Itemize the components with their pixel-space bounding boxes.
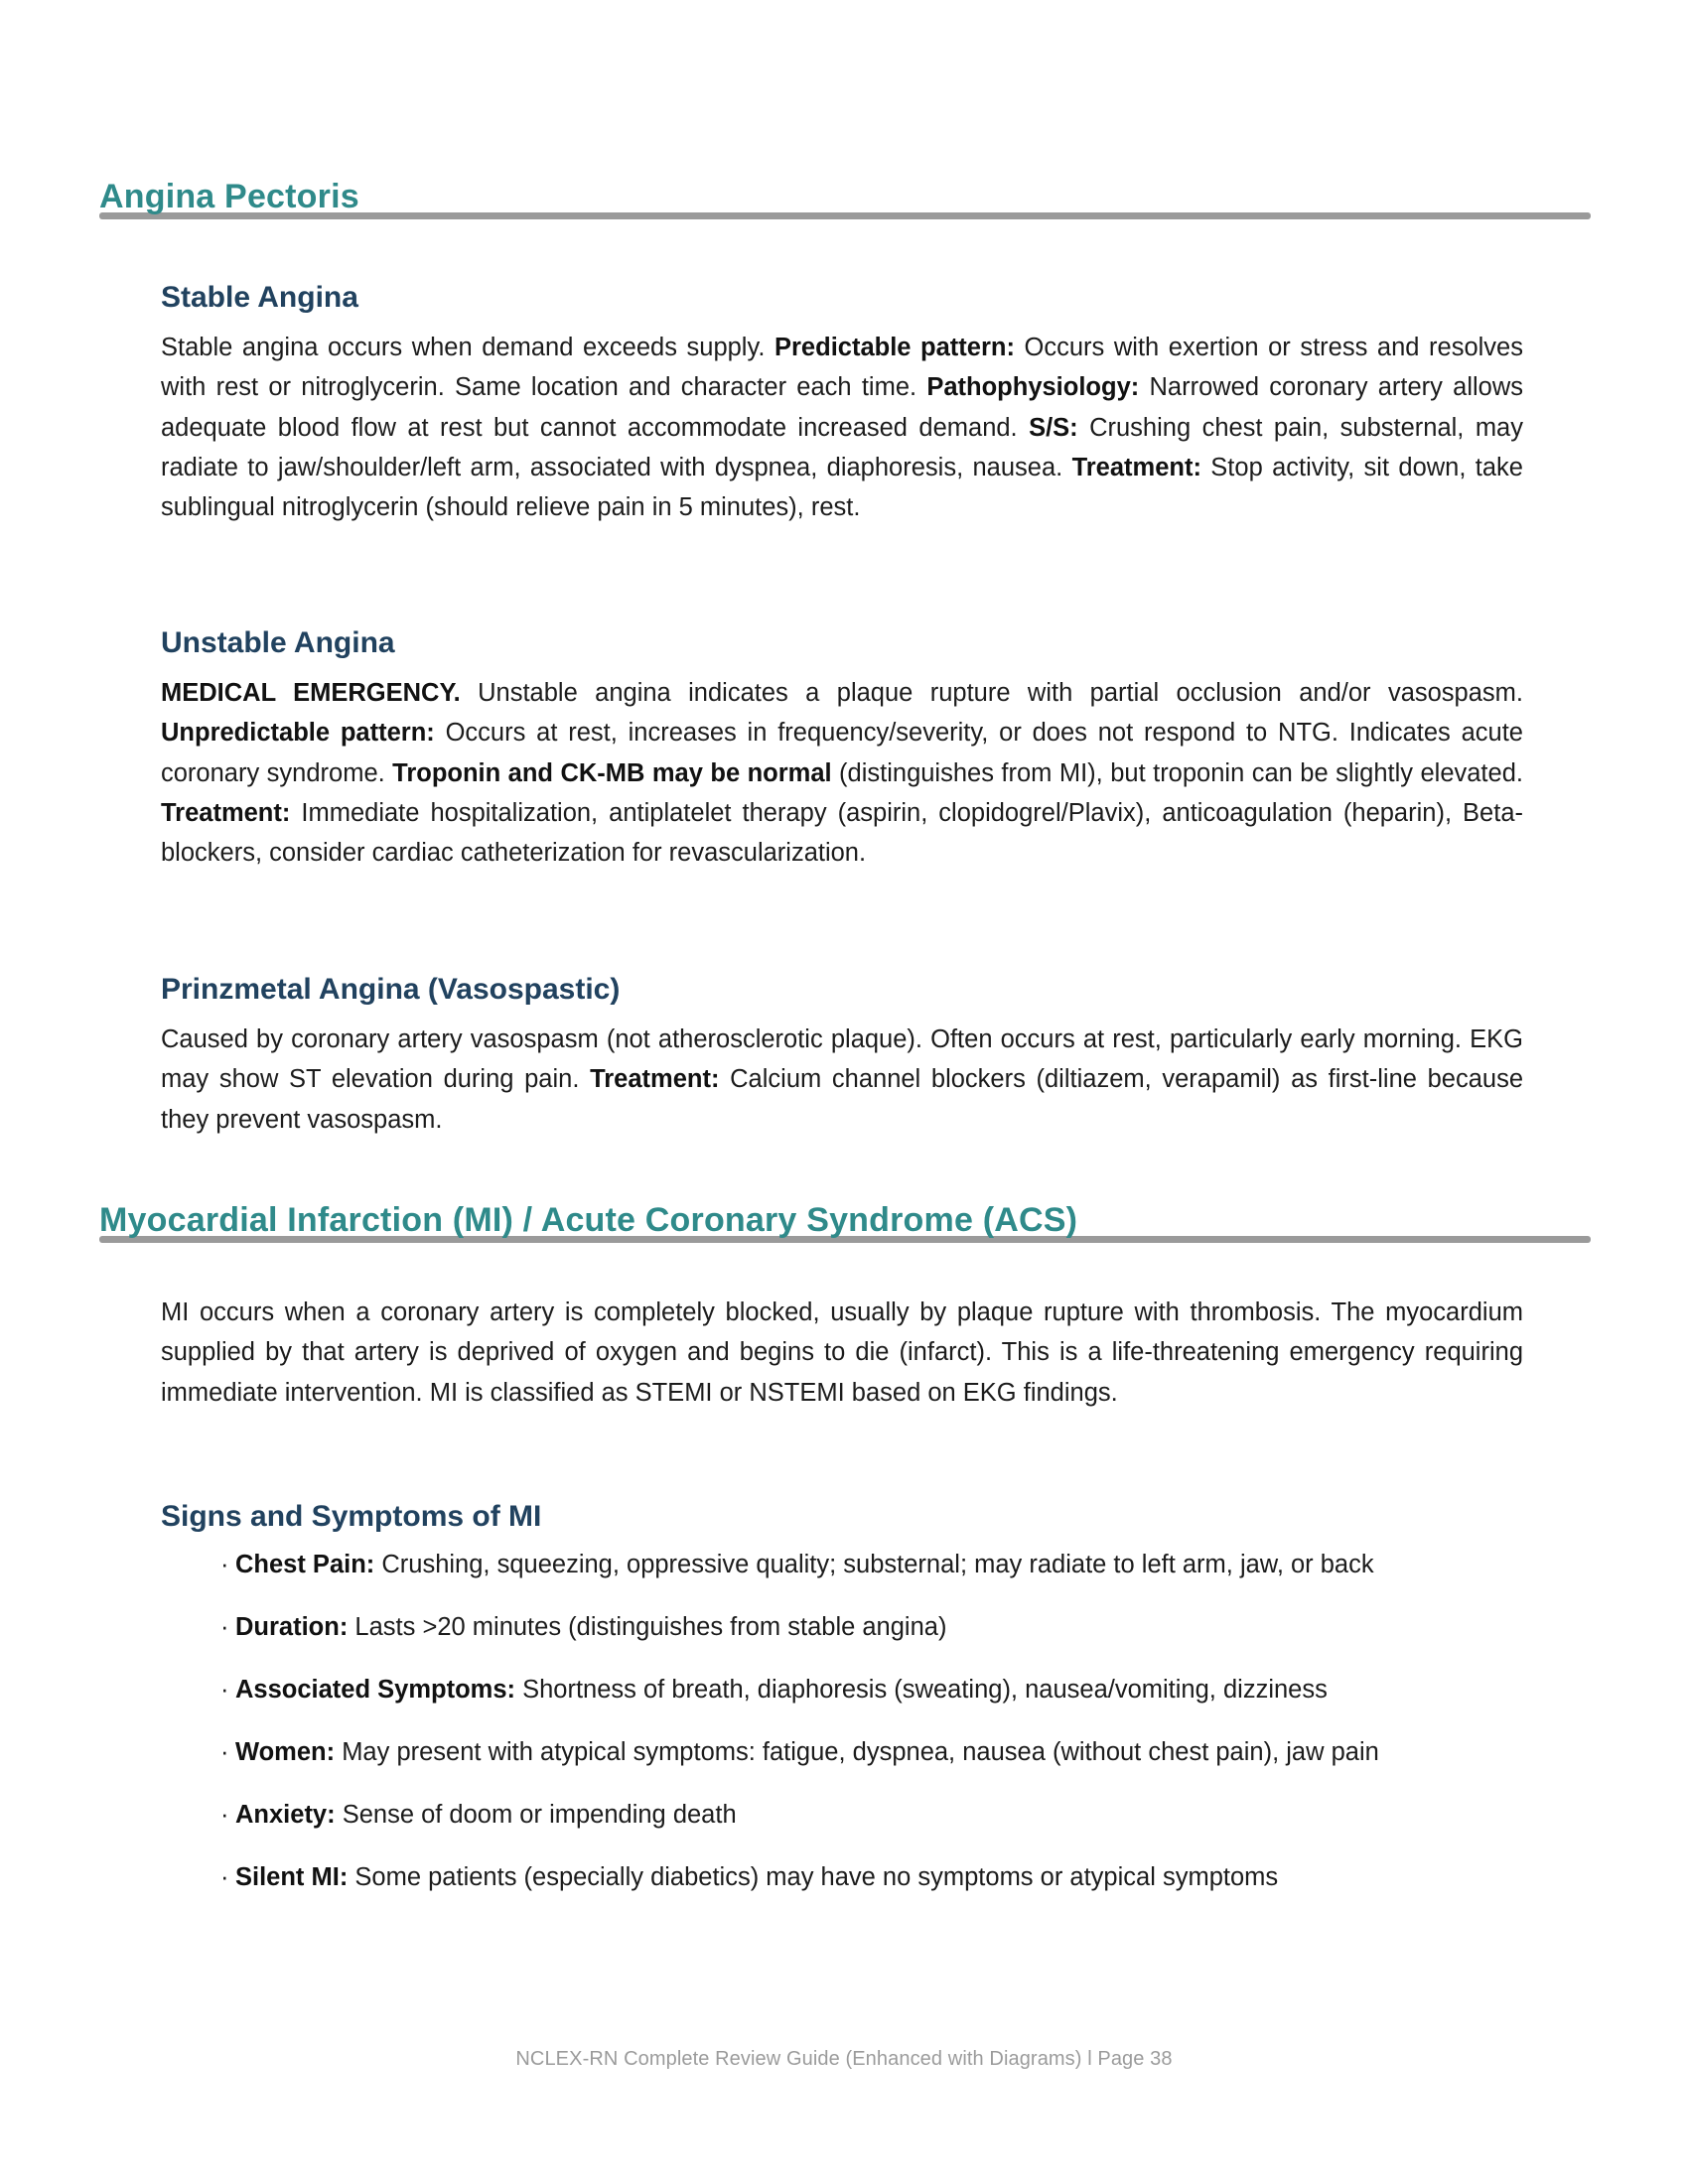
- list-item-label: Women:: [235, 1737, 336, 1766]
- body-text: Calcium channel blockers (diltiazem, verapamil) as first-line because they prevent vasospasm.: [161, 1065, 1524, 1134]
- emphasis-text: MEDICAL EMERGENCY.: [161, 679, 461, 707]
- subsection-prinzmetal-angina: [161, 973, 1523, 1140]
- section-heading-myocardial-infarction: Myocardial Infarction (MI) / Acute Coronary Syndrome (ACS): [99, 1201, 1078, 1239]
- bullet-dot-icon: ·: [220, 1800, 229, 1829]
- body-text: Crushing chest pain, substernal, may radiate to jaw/shoulder/left arm, associated with dyspnea, diaphoresis, nausea.: [161, 413, 1523, 481]
- list-item: [161, 1672, 1523, 1708]
- subheading-unstable-angina: Unstable Angina: [161, 626, 395, 659]
- list-item: [161, 1734, 1523, 1771]
- body-text: Caused by coronary artery vasospasm (not atherosclerotic plaque). Often occurs at rest, particularly early morning. EKG may show ST elevation during pain.: [161, 1025, 1523, 1094]
- mi-intro-block: [161, 1293, 1523, 1413]
- subsection-stable-angina: [161, 281, 1523, 527]
- section-heading-angina-pectoris: Angina Pectoris: [99, 178, 359, 215]
- list-item-text: Shortness of breath, diaphoresis (sweating), nausea/vomiting, dizziness: [515, 1675, 1328, 1704]
- body-text: Occurs at rest, increases in frequency/severity, or does not respond to NTG. Indicates acute coronary syndrome.: [161, 719, 1523, 787]
- list-item-label: Chest Pain:: [235, 1551, 375, 1578]
- list-item-text: May present with atypical symptoms: fatigue, dyspnea, nausea (without chest pain), jaw pain: [335, 1737, 1379, 1766]
- bullet-dot-icon: ·: [220, 1612, 229, 1641]
- bullet-dot-icon: ·: [220, 1551, 229, 1578]
- body-text: Occurs with exertion or stress and resolves with rest or nitroglycerin. Same location and character each time.: [161, 334, 1523, 402]
- subsection-unstable-angina: [161, 626, 1523, 873]
- emphasis-text: Treatment:: [1071, 453, 1201, 481]
- list-item-text: Sense of doom or impending death: [335, 1800, 737, 1829]
- emphasis-text: Pathophysiology:: [926, 373, 1140, 402]
- list-item-text: Crushing, squeezing, oppressive quality; substernal; may radiate to left arm, jaw, or back: [374, 1551, 1374, 1578]
- emphasis-text: Unpredictable pattern:: [161, 719, 435, 748]
- section-myocardial-infarction: [99, 1203, 1591, 1243]
- list-item-text: Lasts >20 minutes (distinguishes from stable angina): [348, 1612, 947, 1641]
- emphasis-text: Treatment:: [161, 798, 291, 827]
- bullet-dot-icon: ·: [220, 1862, 229, 1891]
- paragraph-unstable-angina: [161, 673, 1523, 873]
- list-item-label: Anxiety:: [235, 1800, 336, 1829]
- list-item: [161, 1609, 1523, 1646]
- body-text: Stop activity, sit down, take sublingual nitroglycerin (should relieve pain in 5 minutes), rest.: [161, 453, 1523, 522]
- paragraph-stable-angina: [161, 328, 1523, 527]
- section-angina-pectoris: [99, 180, 1591, 219]
- bullet-dot-icon: ·: [220, 1675, 229, 1704]
- list-item: [161, 1547, 1523, 1583]
- body-text: MI occurs when a coronary artery is completely blocked, usually by plaque rupture with thrombosis. The myocardium supplied by that artery is deprived of oxygen and begins to die (infarct). This is a life-threatening emergency requiring immediate intervention. MI is classified as STEMI or NSTEMI based on EKG findings.: [161, 1298, 1523, 1407]
- page-footer: NCLEX-RN Complete Review Guide (Enhanced with Diagrams) l Page 38: [515, 2048, 1173, 2070]
- paragraph-mi-intro: [161, 1293, 1523, 1413]
- body-text: Stable angina occurs when demand exceeds supply.: [161, 334, 774, 361]
- list-item: [161, 1797, 1523, 1834]
- emphasis-text: Predictable pattern:: [774, 334, 1015, 361]
- body-text: Narrowed coronary artery allows adequate blood flow at rest but cannot accommodate increased demand.: [161, 373, 1523, 442]
- bullet-dot-icon: ·: [220, 1737, 229, 1766]
- list-item-text: Some patients (especially diabetics) may have no symptoms or atypical symptoms: [348, 1862, 1279, 1891]
- body-text: Immediate hospitalization, antiplatelet therapy (aspirin, clopidogrel/Plavix), anticoagulation (heparin), Beta-blockers, consider cardiac catheterization for revascularization.: [161, 798, 1523, 868]
- list-item: [161, 1859, 1523, 1896]
- body-text: Unstable angina indicates a plaque rupture with partial occlusion and/or vasospasm.: [460, 679, 1523, 707]
- subheading-signs-and-symptoms-of-mi: Signs and Symptoms of MI: [161, 1500, 542, 1533]
- list-item-label: Associated Symptoms:: [235, 1675, 515, 1704]
- emphasis-text: Troponin and CK-MB may be normal: [392, 758, 832, 787]
- list-item-label: Silent MI:: [235, 1862, 349, 1891]
- list-signs-and-symptoms: [161, 1547, 1523, 1896]
- subsection-signs-and-symptoms-of-mi: [161, 1500, 1523, 1922]
- paragraph-prinzmetal-angina: [161, 1020, 1523, 1140]
- emphasis-text: Treatment:: [590, 1065, 720, 1094]
- list-item-label: Duration:: [235, 1612, 349, 1641]
- body-text: (distinguishes from MI), but troponin can be slightly elevated.: [831, 758, 1523, 787]
- subheading-stable-angina: Stable Angina: [161, 281, 358, 314]
- emphasis-text: S/S:: [1029, 413, 1078, 442]
- subheading-prinzmetal-angina: Prinzmetal Angina (Vasospastic): [161, 973, 621, 1006]
